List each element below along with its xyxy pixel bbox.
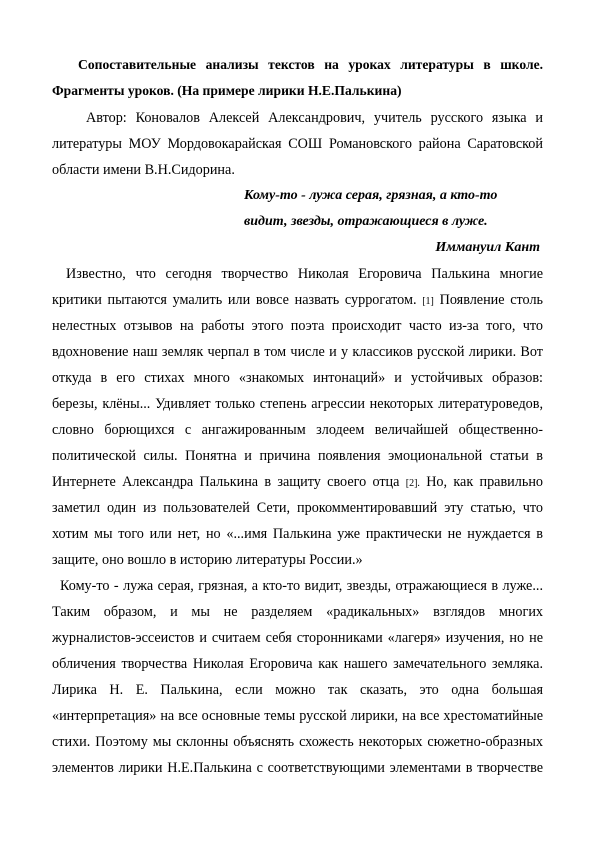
paragraph-1-line-6: березы, клёны... Удивляет только степень агрессии некоторых литературоведов, [52,396,543,412]
paragraph-1-line-9 [52,472,543,492]
paragraph-1-line-1: Известно, что сегодня творчество Николая Егоровича Палькина многие [66,266,543,282]
paragraph-1-line-4: вдохновение наш земляк черпал в том числе и у классиков русской лирики. Вот [52,344,543,360]
epigraph-attribution: Иммануил Кант [435,240,540,255]
paragraph-1-line-2-text-a: критики пытаются умалить или вовсе назвать суррогатом. [52,292,417,308]
document-title-line-1: Сопоставительные анализы текстов на уроках литературы в школе. [78,57,543,72]
paragraph-2-line-7: стихи. Поэтому мы склонны объяснять схожесть некоторых сюжетно-образных [52,734,543,750]
paragraph-1-line-8: политической силы. Понятна и причина появления эмоциональной статьи в [52,448,543,464]
epigraph-line-2: видит, звезды, отражающиеся в луже. [244,214,488,229]
paragraph-2-line-2: Таким образом, и мы не разделяем «радикальных» взглядов многих [52,604,543,620]
footnote-ref-2: [2]. [405,478,420,489]
paragraph-1-line-2 [52,290,543,310]
paragraph-1-line-9-text-b: Но, как правильно [426,474,543,490]
paragraph-1-line-5: откуда в его стихах много «знакомых интонаций» и устойчивых образов: [52,370,543,386]
footnote-ref-1: [1] [422,296,434,307]
paragraph-1-line-10: заметил один из пользователей Сети, прокомментировавший эту статью, что [52,500,543,516]
paragraph-1-line-3: нелестных отзывов на работы этого поэта происходит часто из-за того, что [52,318,543,334]
paragraph-1-line-2-text-b: Появление столь [439,292,543,308]
author-line-2: литературы МОУ Мордовокарайская СОШ Романовского района Саратовской [52,136,543,152]
paragraph-2-line-6: «интерпретация» на все основные темы русской лирики, на все хрестоматийные [52,708,543,724]
paragraph-2-line-1: Кому-то - лужа серая, грязная, а кто-то видит, звезды, отражающиеся в луже... [60,578,543,594]
paragraph-2-line-4: обличения творчества Николая Егоровича как нашего замечательного земляка. [52,656,543,672]
paragraph-2-line-8: элементов лирики Н.Е.Палькина с соответствующими элементами в творчестве [52,760,543,776]
paragraph-2-line-3: журналистов-эссеистов и считаем себя сторонниками «лагеря» изучения, но не [52,630,543,646]
paragraph-1-line-9-text-a: Интернете Александра Палькина в защиту своего отца [52,474,400,490]
author-line-3: области имени В.Н.Сидорина. [52,162,235,178]
paragraph-2-line-5: Лирика Н. Е. Палькина, если можно так сказать, это одна большая [52,682,543,698]
author-line-1: Автор: Коновалов Алексей Александрович, учитель русского языка и [86,110,543,126]
document-title-line-2: Фрагменты уроков. (На примере лирики Н.Е.Палькина) [52,83,402,98]
paragraph-1-line-11: хотим мы того или нет, но «...имя Палькина уже практически не нуждается в [52,526,543,542]
paragraph-1-line-12: защите, оно вошло в историю литературы России.» [52,552,363,568]
epigraph-line-1: Кому-то - лужа серая, грязная, а кто-то [244,188,498,203]
paragraph-1-line-7: словно борющихся с ангажированным злодеем величайшей общественно- [52,422,543,438]
